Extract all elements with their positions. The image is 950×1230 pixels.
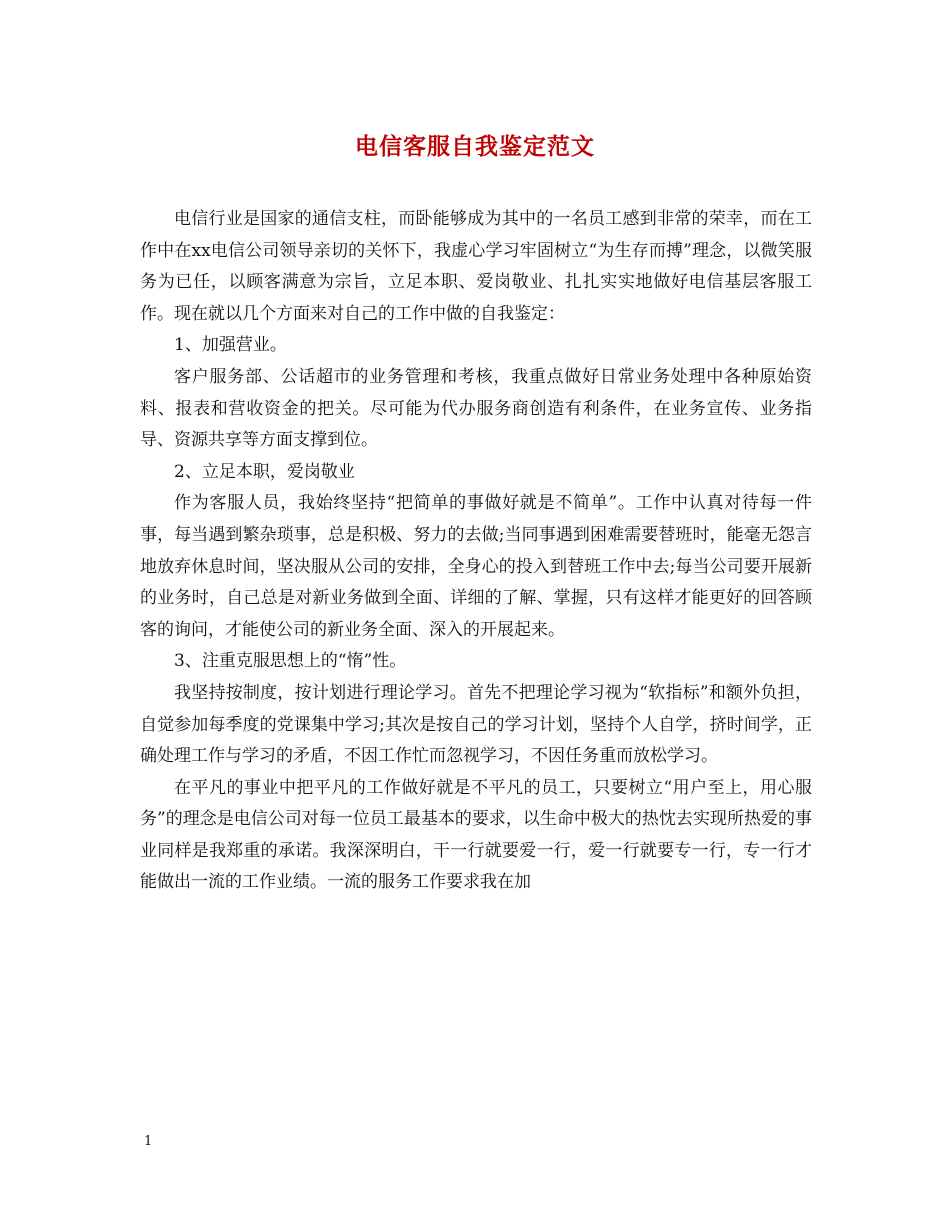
section-heading-2: 2、立足本职，爱岗敬业	[174, 461, 355, 482]
paragraph-section-3: 我坚持按制度，按计划进行理论学习。首先不把理论学习视为“软指标”和额外负担，自觉参加每季度的党课集中学习;其次是按自己的学习计划，坚持个人自学，挤时间学，正确处理工作与学习的矛盾，不因工作忙而忽视学习，不因任务重而放松学习。	[140, 682, 812, 767]
page-number: 1	[144, 1134, 153, 1149]
paragraph-intro: 电信行业是国家的通信支柱，而卧能够成为其中的一名员工感到非常的荣幸，而在工作中在xx电信公司领导亲切的关怀下，我虚心学习牢固树立“为生存而搏”理念，以微笑服务为已任，以顾客满意为宗旨，立足本职、爱岗敬业、扎扎实实地做好电信基层客服工作。现在就以几个方面来对自己的工作中做的自我鉴定：	[140, 209, 812, 324]
section-heading-3: 3、注重克服思想上的“惰”性。	[174, 651, 407, 672]
paragraph-closing: 在平凡的事业中把平凡的工作做好就是不平凡的员工，只要树立“用户至上，用心服务”的理念是电信公司对每一位员工最基本的要求，以生命中极大的热忱去实现所热爱的事业同样是我郑重的承诺。我深深明白，干一行就要爱一行，爱一行就要专一行，专一行才能做出一流的工作业绩。一流的服务工作要求我在加	[140, 777, 812, 893]
section-heading-1: 1、加强营业。	[174, 335, 287, 356]
paragraph-section-1: 客户服务部、公话超市的业务管理和考核，我重点做好日常业务处理中各种原始资料、报表和营收资金的把关。尽可能为代办服务商创造有利条件，在业务宣传、业务指导、资源共享等方面支撑到位。	[140, 366, 812, 451]
document-body	[140, 204, 812, 899]
paragraph-section-2: 作为客服人员，我始终坚持“把简单的事做好就是不简单”。工作中认真对待每一件事，每当遇到繁杂琐事，总是积极、努力的去做;当同事遇到困难需要替班时，能毫无怨言地放弃休息时间，坚决服从公司的安排，全身心的投入到替班工作中去;每当公司要开展新的业务时，自己总是对新业务做到全面、详细的了解、掌握，只有这样才能更好的回答顾客的询问，才能使公司的新业务全面、深入的开展起来。	[140, 493, 812, 640]
document-title: 电信客服自我鉴定范文	[355, 133, 595, 160]
